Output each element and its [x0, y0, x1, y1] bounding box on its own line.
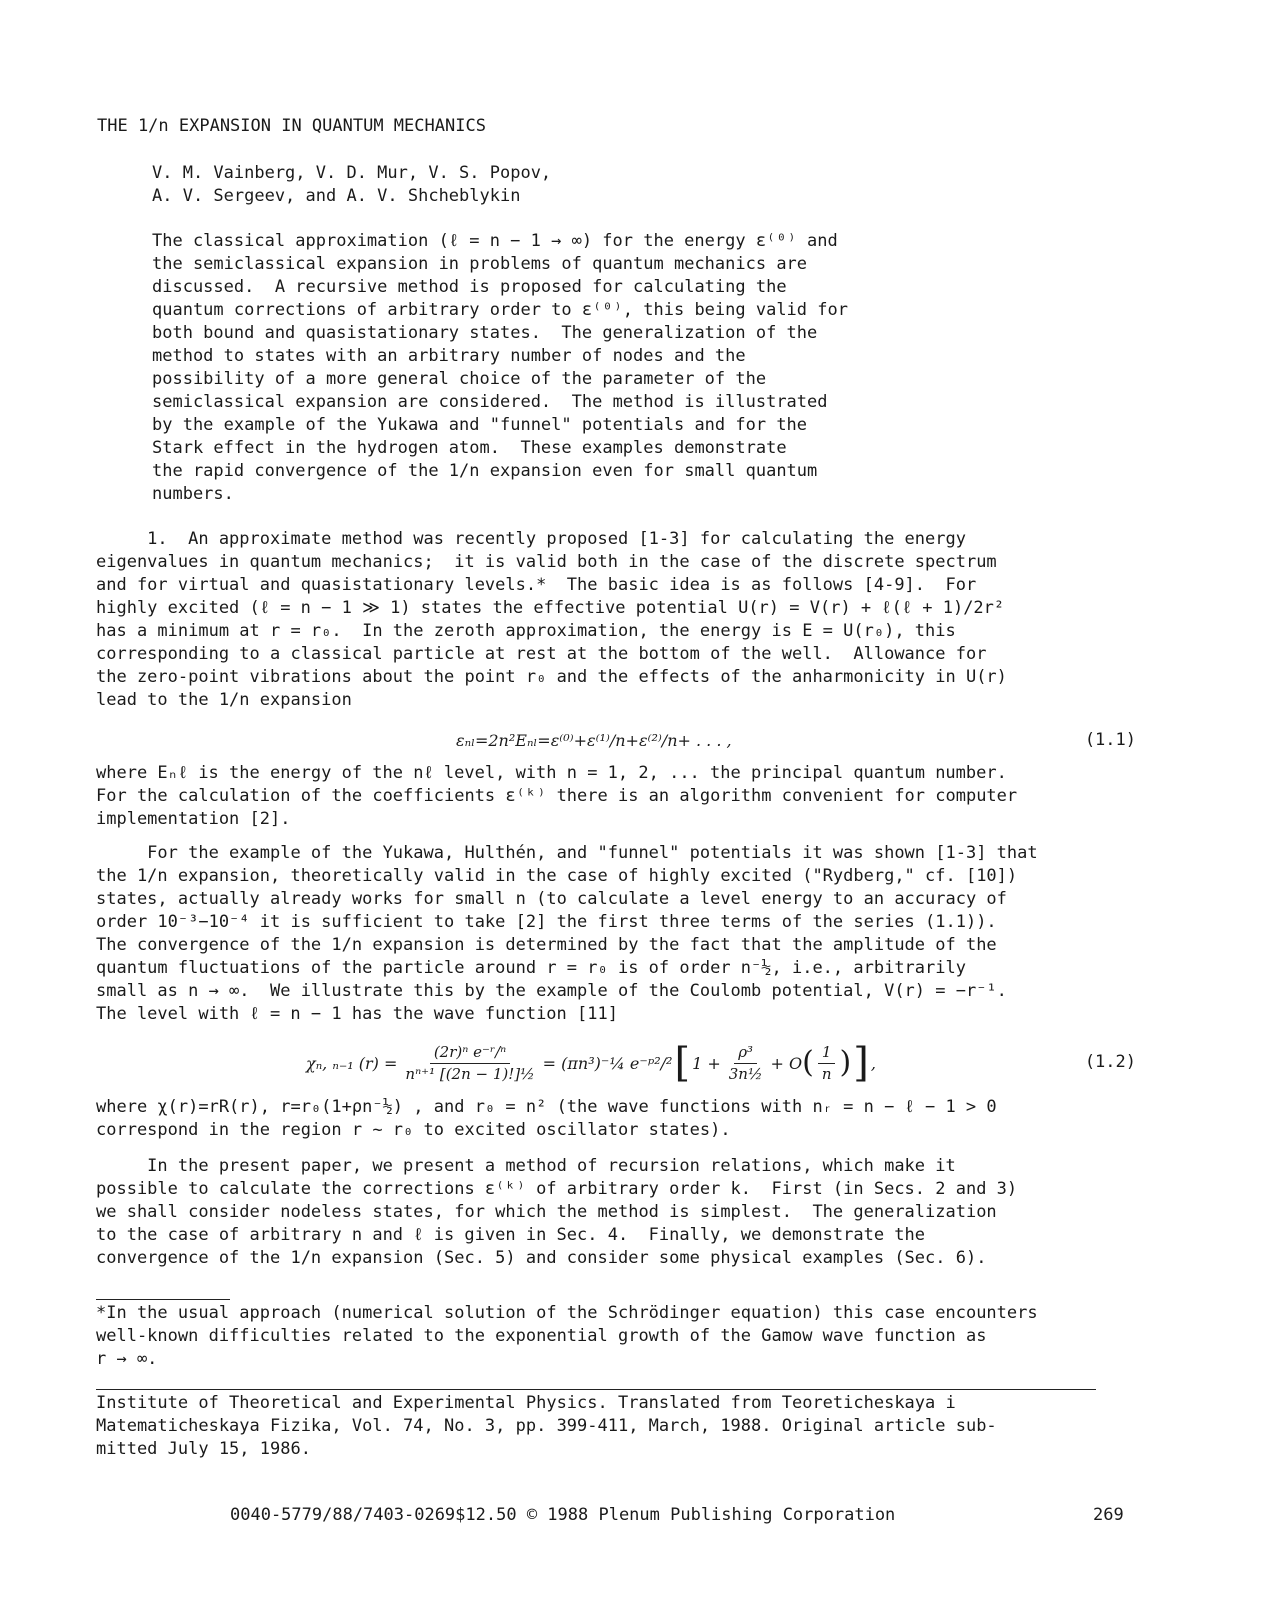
author-line: A. V. Sergeev, and A. V. Shcheblykin	[152, 186, 521, 206]
text-line: r → ∞.	[96, 1349, 158, 1369]
text-line: both bound and quasistationary states. The generalization of the	[152, 323, 818, 343]
text-line: states, actually already works for small n (to calculate a level energy to an accuracy of	[96, 889, 1007, 909]
fraction-denominator: n	[821, 1064, 832, 1083]
text-line: corresponding to a classical particle at rest at the bottom of the well. Allowance for	[96, 644, 987, 664]
text-line: numbers.	[152, 484, 234, 504]
equation-number: (1.1)	[1084, 730, 1136, 750]
fraction	[401, 1043, 538, 1084]
paragraph-energy	[96, 762, 1136, 831]
equation-body	[306, 1033, 876, 1093]
equation-1-1	[96, 725, 1136, 755]
text-line: For the calculation of the coefficients ε⁽ᵏ⁾ there is an algorithm convenient for computer	[96, 786, 1018, 806]
text-line: the zero-point vibrations about the point r₀ and the effects of the anharmonicity in U(r)	[96, 667, 1007, 687]
text-line: possible to calculate the corrections ε⁽ᵏ⁾ of arbitrary order k. First (in Secs. 2 and 3)	[96, 1179, 1018, 1199]
abstract	[152, 230, 912, 506]
text-line: and for virtual and quasistationary levels.* The basic idea is as follows [4-9]. For	[96, 575, 977, 595]
eq-middle: = (πn³)⁻¼ e⁻ᵖ²/²	[542, 1053, 673, 1073]
paren-close: )	[839, 1045, 852, 1080]
footnote-rule	[96, 1299, 230, 1300]
text-line: Institute of Theoretical and Experimental Physics. Translated from Teoreticheskaya i	[96, 1393, 956, 1413]
text-line: small as n → ∞. We illustrate this by the example of the Coulomb potential, V(r) = −r⁻¹.	[96, 981, 1007, 1001]
text-line: order 10⁻³−10⁻⁴ it is sufficient to take [2] the first three terms of the series (1.1)).	[96, 912, 997, 932]
text-line: lead to the 1/n expansion	[96, 690, 352, 710]
page-number: 269	[1093, 1505, 1124, 1525]
paragraph-intro	[96, 528, 1136, 712]
eq-comma: ,	[870, 1053, 876, 1073]
fraction	[818, 1043, 836, 1084]
paren-open: (	[802, 1045, 814, 1080]
text-line: we shall consider nodeless states, for which the method is simplest. The generalization	[96, 1202, 997, 1222]
text-line: possibility of a more general choice of the parameter of the	[152, 369, 767, 389]
text-line: The level with ℓ = n − 1 has the wave function [11]	[96, 1004, 618, 1024]
text-line: mitted July 15, 1986.	[96, 1439, 311, 1459]
text-line: has a minimum at r = r₀. In the zeroth approximation, the energy is E = U(r₀), this	[96, 621, 956, 641]
copyright: © 1988 Plenum Publishing Corporation	[526, 1505, 896, 1525]
eq-one-plus: 1 +	[692, 1053, 721, 1073]
equation-1-2	[96, 1033, 1136, 1093]
article-code: 0040-5779/88/7403-0269$12.50	[230, 1505, 517, 1525]
page-footer	[230, 1504, 895, 1527]
fraction-denominator: 3n½	[728, 1064, 763, 1083]
text-line: the rapid convergence of the 1/n expansion even for small quantum	[152, 461, 818, 481]
text-line: to the case of arbitrary n and ℓ is given in Sec. 4. Finally, we demonstrate the	[96, 1225, 925, 1245]
text-line: quantum fluctuations of the particle around r = r₀ is of order n⁻½, i.e., arbitrarily	[96, 958, 966, 978]
text-line: semiclassical expansion are considered. The method is illustrated	[152, 392, 828, 412]
author-list	[152, 162, 551, 208]
text-line: Stark effect in the hydrogen atom. These examples demonstrate	[152, 438, 787, 458]
paragraph-wavefunction	[96, 1096, 1136, 1142]
text-line: eigenvalues in quantum mechanics; it is valid both in the case of the discrete spectrum	[96, 552, 997, 572]
text-line: correspond in the region r ~ r₀ to excited oscillator states).	[96, 1120, 731, 1140]
fraction-numerator: ρ³	[734, 1043, 757, 1064]
text-line: method to states with an arbitrary number of nodes and the	[152, 346, 746, 366]
text-line: quantum corrections of arbitrary order to ε⁽⁰⁾, this being valid for	[152, 300, 848, 320]
text-line: Matematicheskaya Fizika, Vol. 74, No. 3, pp. 399-411, March, 1988. Original article sub-	[96, 1416, 997, 1436]
text-line: The convergence of the 1/n expansion is determined by the fact that the amplitude of the	[96, 935, 997, 955]
fraction-numerator: 1	[818, 1043, 836, 1064]
text-line: where Eₙℓ is the energy of the nℓ level, with n = 1, 2, ... the principal quantum number.	[96, 763, 1007, 783]
text-line: discussed. A recursive method is proposed for calculating the	[152, 277, 787, 297]
text-line: well-known difficulties related to the exponential growth of the Gamow wave function as	[96, 1326, 987, 1346]
text-line: For the example of the Yukawa, Hulthén, and "funnel" potentials it was shown [1-3] that	[96, 843, 1038, 863]
paragraph-convergence	[96, 842, 1136, 1026]
fraction-denominator: nⁿ⁺¹ [(2n − 1)!]½	[405, 1064, 535, 1083]
author-line: V. M. Vainberg, V. D. Mur, V. S. Popov,	[152, 163, 552, 183]
text-line: highly excited (ℓ = n − 1 ≫ 1) states the effective potential U(r) = V(r) + ℓ(ℓ + 1)/2r²	[96, 598, 1005, 618]
paper-title: THE 1/n EXPANSION IN QUANTUM MECHANICS	[97, 116, 486, 136]
eq-lhs: χₙ, ₙ₋₁ (r) =	[306, 1053, 398, 1073]
footnote	[96, 1302, 1136, 1371]
text-line: The classical approximation (ℓ = n − 1 → ∞) for the energy ε⁽⁰⁾ and	[152, 231, 838, 251]
text-line: 1. An approximate method was recently proposed [1-3] for calculating the energy	[96, 529, 966, 549]
text-line: where χ(r)=rR(r), r=r₀(1+ρn⁻½) , and r₀ = n² (the wave functions with nᵣ = n − ℓ − 1 > 0	[96, 1097, 997, 1117]
bracket-close: ]	[853, 1040, 869, 1086]
affiliation-note	[96, 1392, 1136, 1461]
text-line: *In the usual approach (numerical solution of the Schrödinger equation) this case encounters	[96, 1303, 1038, 1323]
text-line: by the example of the Yukawa and "funnel" potentials and for the	[152, 415, 808, 435]
text-line: convergence of the 1/n expansion (Sec. 5) and consider some physical examples (Sec. 6).	[96, 1248, 987, 1268]
affiliation-rule	[96, 1389, 1096, 1390]
fraction	[725, 1043, 767, 1084]
text-line: implementation [2].	[96, 809, 291, 829]
equation-body: εₙₗ=2n²Eₙₗ=ε⁽⁰⁾+ε⁽¹⁾/n+ε⁽²⁾/n+ . . . ,	[456, 731, 732, 750]
paragraph-outline	[96, 1155, 1136, 1270]
text-line: the 1/n expansion, theoretically valid in the case of highly excited ("Rydberg," cf. [10])	[96, 866, 1018, 886]
fraction-numerator: (2r)ⁿ e⁻ʳ/ⁿ	[430, 1043, 510, 1064]
bracket-open: [	[674, 1040, 691, 1086]
eq-plus-o: + O	[770, 1053, 803, 1073]
text-line: In the present paper, we present a method of recursion relations, which make it	[96, 1156, 956, 1176]
equation-number: (1.2)	[1084, 1052, 1136, 1072]
text-line: the semiclassical expansion in problems of quantum mechanics are	[152, 254, 808, 274]
